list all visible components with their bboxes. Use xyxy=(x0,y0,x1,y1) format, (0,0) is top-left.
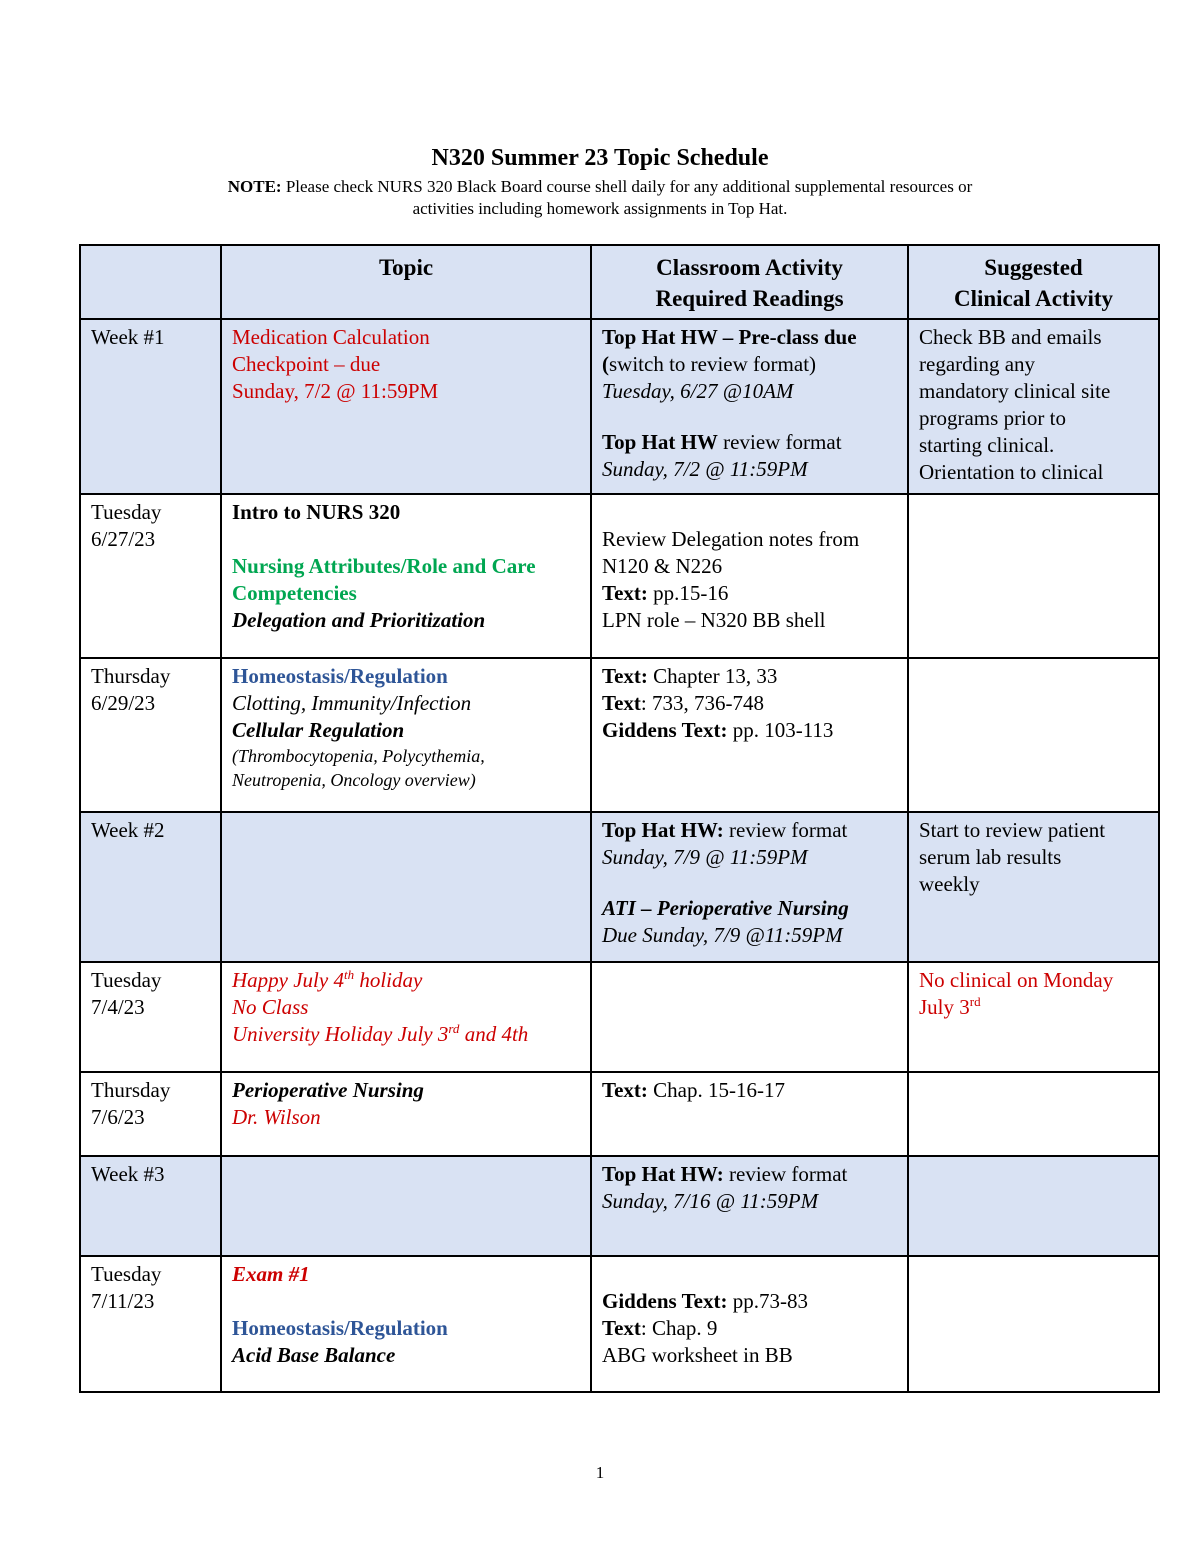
header-row xyxy=(80,245,1159,319)
table-row-thu-0629 xyxy=(80,658,1159,812)
topic-cell xyxy=(221,1156,591,1256)
topic-cell: Intro to NURS 320 Nursing Attributes/Role and Care Competencies Delegation and Prioritization xyxy=(221,494,591,658)
header-clinical: Suggested Clinical Activity xyxy=(908,245,1159,319)
page-number: 1 xyxy=(595,1463,605,1482)
week-label: Week #1 xyxy=(80,319,221,494)
clinical-cell: Start to review patient serum lab results weekly xyxy=(908,812,1159,962)
activity-cell: Review Delegation notes from N120 & N226 Text: pp.15-16 LPN role – N320 BB shell xyxy=(591,494,908,658)
topic-cell: Homeostasis/Regulation Clotting, Immunity/Infection Cellular Regulation (Thrombocytopenia, Polycythemia, Neutropenia, Oncology overview) xyxy=(221,658,591,812)
clinical-cell: Check BB and emails regarding any mandatory clinical site programs prior to starting clinical. Orientation to clinical xyxy=(908,319,1159,494)
day-cell: Tuesday 6/27/23 xyxy=(80,494,221,658)
activity-cell: Top Hat HW: review format Sunday, 7/16 @ 11:59PM xyxy=(591,1156,908,1256)
table-row-week3 xyxy=(80,1156,1159,1256)
activity-cell: Giddens Text: pp.73-83 Text: Chap. 9 ABG worksheet in BB xyxy=(591,1256,908,1392)
clinical-cell xyxy=(908,1156,1159,1256)
note-label: NOTE: xyxy=(227,177,282,196)
day-cell: Thursday 6/29/23 xyxy=(80,658,221,812)
activity-cell xyxy=(591,962,908,1072)
note-line1: Please check NURS 320 Black Board course shell daily for any additional supplemental resources or xyxy=(285,177,973,196)
topic-cell: Exam #1 Homeostasis/Regulation Acid Base Balance xyxy=(221,1256,591,1392)
header-classroom: Classroom Activity Required Readings xyxy=(591,245,908,319)
topic-cell: Medication Calculation Checkpoint – due Sunday, 7/2 @ 11:59PM xyxy=(221,319,591,494)
clinical-cell xyxy=(908,1072,1159,1156)
activity-cell: Top Hat HW: review format Sunday, 7/9 @ 11:59PM ATI – Perioperative Nursing Due Sunday, 7/9 @11:59PM xyxy=(591,812,908,962)
activity-cell: Text: Chapter 13, 33 Text: 733, 736-748 Giddens Text: pp. 103-113 xyxy=(591,658,908,812)
topic-cell: Happy July 4th holiday No Class University Holiday July 3rd and 4th xyxy=(221,962,591,1072)
topic-cell xyxy=(221,812,591,962)
table-row-tue-0704 xyxy=(80,962,1159,1072)
activity-cell: Text: Chap. 15-16-17 xyxy=(591,1072,908,1156)
week-label: Week #2 xyxy=(80,812,221,962)
clinical-cell xyxy=(908,658,1159,812)
topic-cell: Perioperative Nursing Dr. Wilson xyxy=(221,1072,591,1156)
table-row-week1 xyxy=(80,319,1159,494)
page-title: N320 Summer 23 Topic Schedule xyxy=(431,145,769,171)
clinical-cell xyxy=(908,494,1159,658)
note-line2: activities including homework assignments in Top Hat. xyxy=(412,199,788,218)
week-label: Week #3 xyxy=(80,1156,221,1256)
note xyxy=(150,176,1050,220)
activity-cell: Top Hat HW – Pre-class due (switch to review format) Tuesday, 6/27 @10AM Top Hat HW review format Sunday, 7/2 @ 11:59PM xyxy=(591,319,908,494)
table-row-week2 xyxy=(80,812,1159,962)
table-row-tue-0627 xyxy=(80,494,1159,658)
day-cell: Tuesday 7/4/23 xyxy=(80,962,221,1072)
header-blank xyxy=(80,245,221,319)
day-cell: Thursday 7/6/23 xyxy=(80,1072,221,1156)
header-topic: Topic xyxy=(221,245,591,319)
day-cell: Tuesday 7/11/23 xyxy=(80,1256,221,1392)
schedule-table xyxy=(79,244,1160,1393)
clinical-cell: No clinical on Monday July 3rd xyxy=(908,962,1159,1072)
table-row-thu-0706 xyxy=(80,1072,1159,1156)
clinical-cell xyxy=(908,1256,1159,1392)
table-row-tue-0711 xyxy=(80,1256,1159,1392)
